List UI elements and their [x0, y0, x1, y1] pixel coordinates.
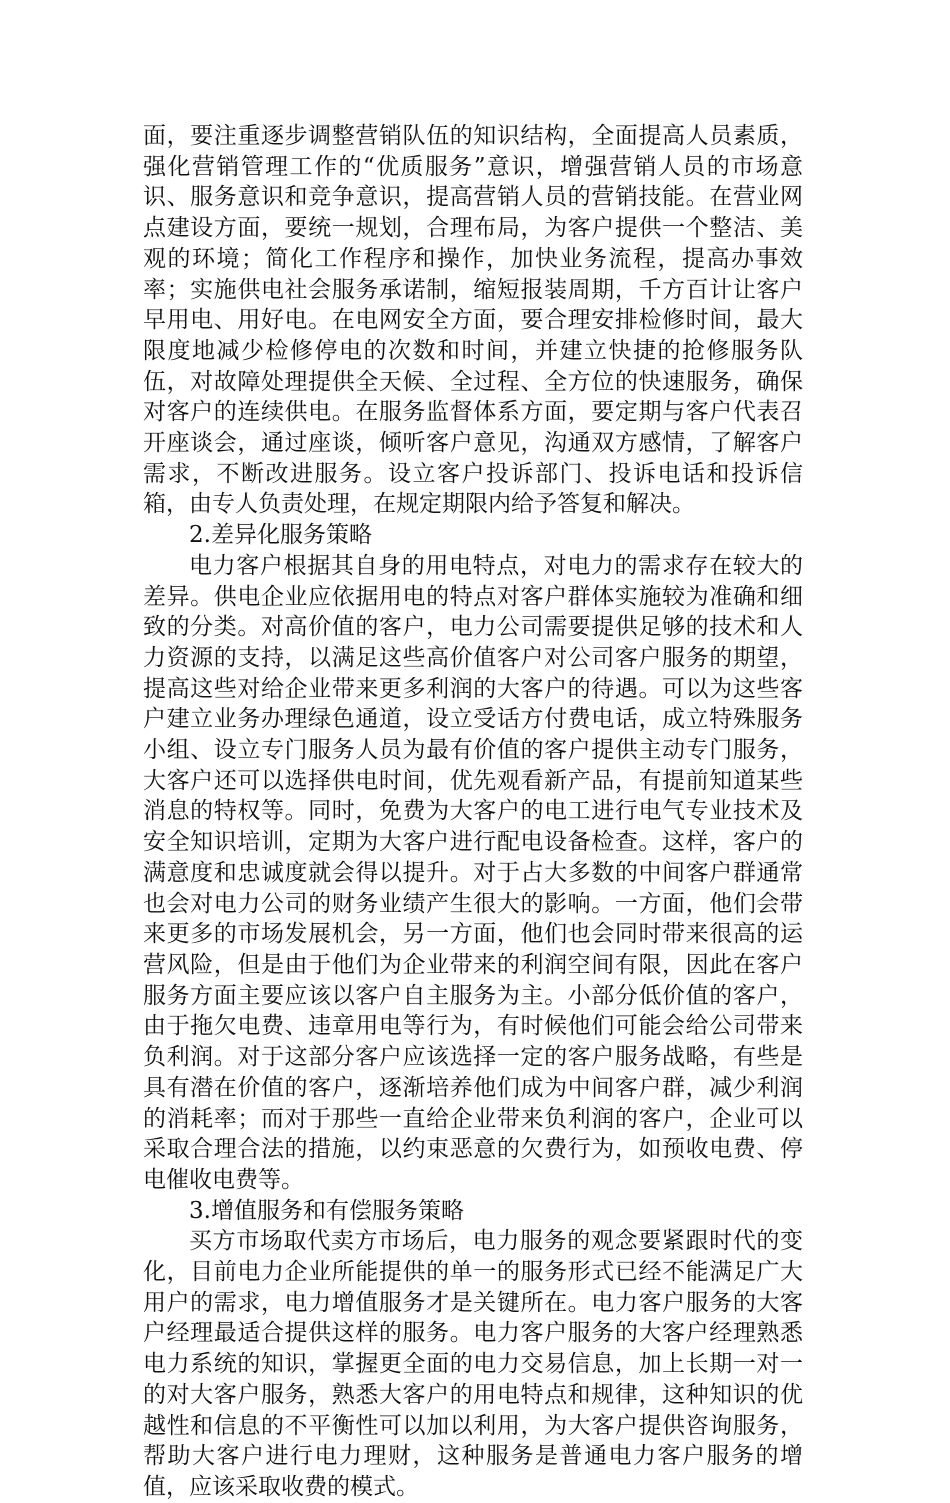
paragraph-service-measures: 面，要注重逐步调整营销队伍的知识结构，全面提高人员素质，强化营销管理工作的“优质服务”意识，增强营销人员的市场意识、服务意识和竞争意识，提高营销人员的营销技能。在营业网点建设方面，要统一规划，合理布局，为客户提供一个整洁、美观的环境；简化工作程序和操作，加快业务流程，提高办事效率；实施供电社会服务承诺制，缩短报装周期，千方百计让客户早用电、用好电。在电网安全方面，要合理安排检修时间，最大限度地减少检修停电的次数和时间，并建立快捷的抢修服务队伍，对故障处理提供全天候、全过程、全方位的快速服务，确保对客户的连续供电。在服务监督体系方面，要定期与客户代表召开座谈会，通过座谈，倾听客户意见，沟通双方感情，了解客户需求，不断改进服务。设立客户投诉部门、投诉电话和投诉信箱，由专人负责处理，在规定期限内给予答复和解决。 — [143, 123, 803, 518]
paragraph-value-added-service: 买方市场取代卖方市场后，电力服务的观念要紧跟时代的变化，目前电力企业所能提供的单一的服务形式已经不能满足广大用户的需求，电力增值服务才是关键所在。电力客户服务的大客户经理最适合提供这样的服务。电力客户服务的大客户经理熟悉电力系统的知识，掌握更全面的电力交易信息，加上长期一对一的对大客户服务，熟悉大客户的用电特点和规律，这种知识的优越性和信息的不平衡性可以加以利用，为大客户提供咨询服务，帮助大客户进行电力理财，这种服务是普通电力客户服务的增值，应该采取收费的模式。 — [143, 1228, 803, 1500]
document-body — [143, 121, 803, 1503]
section-heading-value-added-service: 3.增值服务和有偿服务策略 — [189, 1197, 464, 1224]
paragraph-differentiated-service: 电力客户根据其自身的用电特点，对电力的需求存在较大的差异。供电企业应依据用电的特点对客户群体实施较为准确和细致的分类。对高价值的客户，电力公司需要提供足够的技术和人力资源的支持，以满足这些高价值客户对公司客户服务的期望，提高这些对给企业带来更多利润的大客户的待遇。可以为这些客户建立业务办理绿色通道，设立受话方付费电话，成立特殊服务小组、设立专门服务人员为最有价值的客户提供主动专门服务，大客户还可以选择供电时间，优先观看新产品，有提前知道某些消息的特权等。同时，免费为大客户的电工进行电气专业技术及安全知识培训，定期为大客户进行配电设备检查。这样，客户的满意度和忠诚度就会得以提升。对于占大多数的中间客户群通常也会对电力公司的财务业绩产生很大的影响。一方面，他们会带来更多的市场发展机会，另一方面，他们也会同时带来很高的运营风险，但是由于他们为企业带来的利润空间有限，因此在客户服务方面主要应该以客户自主服务为主。小部分低价值的客户，由于拖欠电费、违章用电等行为，有时候他们可能会给公司带来负利润。对于这部分客户应该选择一定的客户服务战略，有些是具有潜在价值的客户，逐渐培养他们成为中间客户群，减少利润的消耗率；而对于那些一直给企业带来负利润的客户，企业可以采取合理合法的措施，以约束恶意的欠费行为，如预收电费、停电催收电费等。 — [143, 552, 803, 1193]
section-heading-differentiated-service: 2.差异化服务策略 — [189, 522, 372, 549]
